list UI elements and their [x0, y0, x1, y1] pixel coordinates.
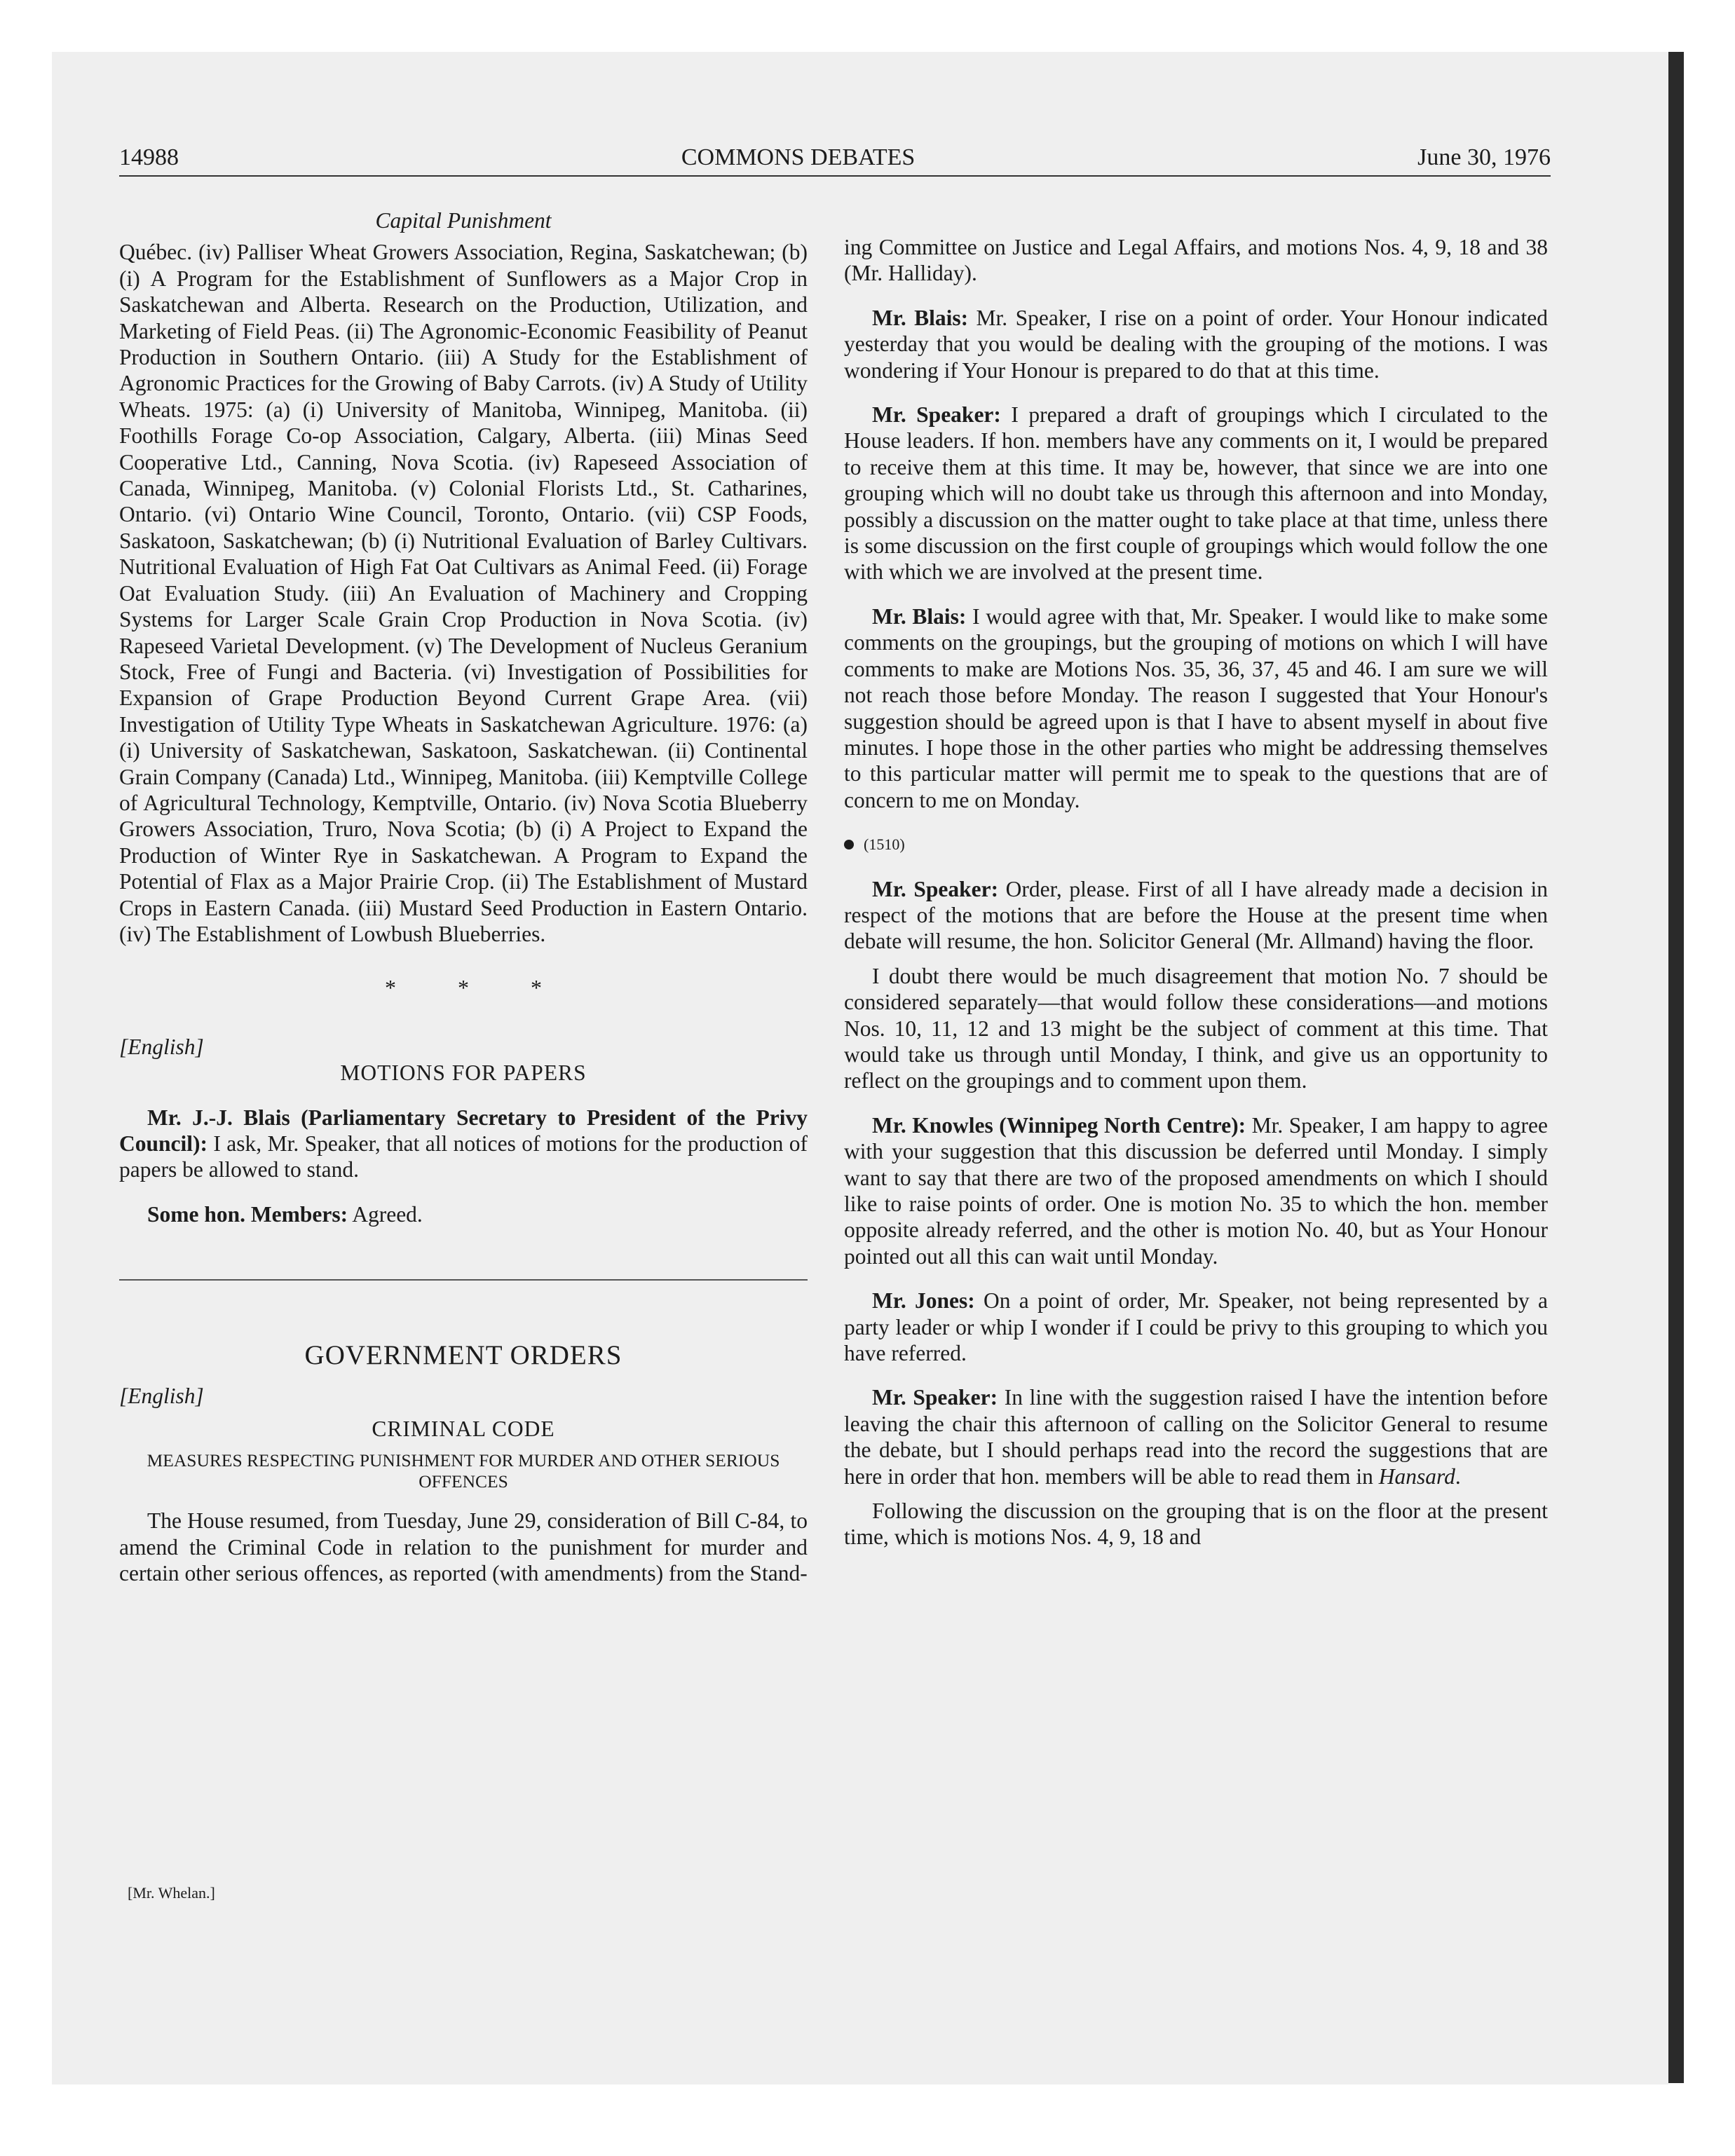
speaker-name: Mr. Jones: [872, 1288, 975, 1314]
speaker-name: Mr. Speaker: [872, 876, 999, 901]
blais-paragraph [119, 1105, 808, 1183]
speaker-name: Mr. Knowles (Winnipeg North Centre): [872, 1112, 1246, 1138]
speech-text: I prepared a draft of groupings which I circulated to the House leaders. If hon. members have any comments on it, I would be prepared to receive them at this time. It may be, however, that since we are into one grouping which will no doubt take us through this afternoon and into Monday, possibly a discussion on the matter ought to take place at that time, unless there is some discussion on the first couple of groupings which would follow the one with which we are involved at the present time. [844, 402, 1548, 585]
speech-paragraph [844, 603, 1548, 813]
left-column [119, 207, 808, 1587]
issue-date: June 30, 1976 [1417, 144, 1551, 170]
speech-text: Mr. Speaker, I rise on a point of order. Your Honour indicated yesterday that you would be dealing with the grouping of the motions. I was wondering if Your Honour is prepared to do that at this time. [844, 305, 1548, 383]
speech-paragraph [844, 402, 1548, 585]
speech-paragraph [844, 305, 1548, 383]
research-list-text: Québec. (iv) Palliser Wheat Growers Association, Regina, Saskatchewan; (b) (i) A Program for the Establishment of Sunflowers as a Major Crop in Saskatchewan and Alberta. Research on the Production, Utilization, and Marketing of Field Peas. (ii) The Agronomic-Economic Feasibility of Peanut Production in Southern Ontario. (iii) A Study for the Establishment of Agronomic Practices for the Growing of Baby Carrots. (iv) A Study of Utility Wheats. 1975: (a) (i) University of Manitoba, Winnipeg, Manitoba. (ii) Foothills Forage Co-op Association, Calgary, Alberta. (iii) Minas Seed Cooperative Ltd., Canning, Nova Scotia. (iv) Rapeseed Association of Canada, Winnipeg, Manitoba. (v) Colonial Florists Ltd., St. Catharines, Ontario. (vi) Ontario Wine Council, Toronto, Ontario. (vii) CSP Foods, Saskatoon, Saskatchewan; (b) (i) Nutritional Evaluation of Barley Cultivars. Nutritional Evaluation of High Fat Oat Cultivars as Animal Feed. (ii) Forage Oat Evaluation Study. (iii) An Evaluation of Machinery and Cropping Systems for Larger Scale Grain Crop Production in Nova Scotia. (iv) Rapeseed Varietal Development. (v) The Development of Nucleus Geranium Stock, Free of Fungi and Bacteria. (vi) Investigation of Possibilities for Expansion of Grape Production Beyond Current Grape Area. (vii) Investigation of Utility Type Wheats in Saskatchewan Agriculture. 1976: (a) (i) University of Saskatchewan, Saskatoon, Saskatchewan. (ii) Continental Grain Company (Canada) Ltd., Winnipeg, Manitoba. (iii) Kemptville College of Agricultural Technology, Kemptville, Ontario. (iv) Nova Scotia Blueberry Growers Association, Truro, Nova Scotia; (b) (i) A Project to Expand the Production of Winter Rye in Saskatchewan. A Program to Expand the Potential of Flax as a Major Prairie Crop. (ii) The Establishment of Mustard Crops in Eastern Canada. (iii) Mustard Seed Production in Eastern Ontario. (iv) The Establishment of Lowbush Blueberries. [119, 240, 808, 946]
time-marker-text: (1510) [864, 835, 905, 854]
speaker-name: Mr. Blais: [872, 603, 967, 629]
section-separator: * * * [385, 975, 570, 1001]
speech-text: On a point of order, Mr. Speaker, not being represented by a party leader or whip I wonder if I could be privy to this grouping to which you have referred. [844, 1288, 1548, 1366]
footer-note: [Mr. Whelan.] [128, 1884, 215, 1902]
right-column [844, 234, 1548, 1550]
speech-paragraph [844, 1384, 1548, 1489]
speaker-name: Mr. Speaker: [872, 1385, 998, 1410]
publication-title: COMMONS DEBATES [681, 144, 916, 170]
speech-text: Order, please. First of all I have already made a decision in respect of the motions that are before the House at the present time when debate will resume, the hon. Solicitor General (Mr. Allmand) having the floor. [844, 876, 1548, 954]
page-edge [1668, 52, 1684, 2083]
speech-text-end: . [1455, 1464, 1461, 1489]
speaker-name: Mr. Blais: [872, 305, 969, 330]
bullet-icon [844, 840, 854, 850]
motions-heading: MOTIONS FOR PAPERS [340, 1060, 587, 1086]
page-header [119, 144, 1551, 171]
criminal-code-heading: CRIMINAL CODE [372, 1417, 555, 1442]
speech-paragraph: I doubt there would be much disagreement that motion No. 7 should be considered separately—that would follow these considerations—and motions Nos. 10, 11, 12 and 13 might be the subject of comment at this time. That would take us through until Monday, I think, and give us an opportunity to reflect on the groupings and to comment upon them. [844, 963, 1548, 1093]
hansard-italic: Hansard [1378, 1464, 1455, 1489]
speech-text: Mr. Speaker, I am happy to agree with your suggestion that this discussion be deferred until Monday. I simply want to say that there are two of the proposed amendments on which I should like to raise points of order. One is motion No. 35 to which the hon. member opposite already referred, and the other is motion No. 40, but as Your Honour pointed out all this can wait until Monday. [844, 1112, 1548, 1269]
speaker-name: Mr. J.-J. Blais (Parliamentary Secretary to President of the Privy Council): [119, 1105, 808, 1156]
header-rule [119, 175, 1551, 177]
measures-heading: MEASURES RESPECTING PUNISHMENT FOR MURDER AND OTHER SERIOUS OFFENCES [147, 1450, 780, 1492]
speech-paragraph [844, 876, 1548, 955]
government-orders-heading: GOVERNMENT ORDERS [304, 1340, 622, 1371]
running-head: Capital Punishment [375, 208, 552, 233]
speech-text: Agreed. [348, 1201, 423, 1227]
speech-text: I ask, Mr. Speaker, that all notices of motions for the production of papers be allowed to stand. [119, 1131, 808, 1182]
speaker-name: Some hon. Members: [147, 1201, 348, 1227]
resumed-paragraph: The House resumed, from Tuesday, June 29, consideration of Bill C-84, to amend the Criminal Code in relation to the punishment for murder and certain other serious offences, as reported (with amendments) from the Stand- [119, 1508, 808, 1586]
members-paragraph [119, 1201, 808, 1227]
time-marker [844, 831, 1548, 857]
speech-text: I would agree with that, Mr. Speaker. I would like to make some comments on the groupings, but the grouping of motions on which I will have comments to make are Motions Nos. 35, 36, 37, 45 and 46. I am sure we will not reach those before Monday. The reason I suggested that Your Honour's suggestion should be agreed upon is that I have to absent myself in about five minutes. I hope those in the other parties who might be addressing themselves to this particular matter will permit me to speak to the questions that are of concern to me on Monday. [844, 603, 1548, 812]
speech-paragraph [844, 1288, 1548, 1366]
speech-paragraph: Following the discussion on the grouping that is on the floor at the present time, which is motions Nos. 4, 9, 18 and [844, 1499, 1548, 1550]
continued-paragraph: ing Committee on Justice and Legal Affairs, and motions Nos. 4, 9, 18 and 38 (Mr. Halliday). [844, 235, 1548, 286]
page-number: 14988 [119, 144, 179, 170]
speech-text: In line with the suggestion raised I have the intention before leaving the chair this afternoon of calling on the Solicitor General to resume the debate, but I should perhaps read into the record the suggestions that are here in order that hon. members will be able to read them in [844, 1385, 1549, 1489]
section-rule [119, 1279, 808, 1281]
speech-paragraph [844, 1112, 1548, 1269]
language-tag: [English] [119, 1383, 204, 1408]
speaker-name: Mr. Speaker: [872, 402, 1001, 428]
language-tag: [English] [119, 1034, 204, 1059]
